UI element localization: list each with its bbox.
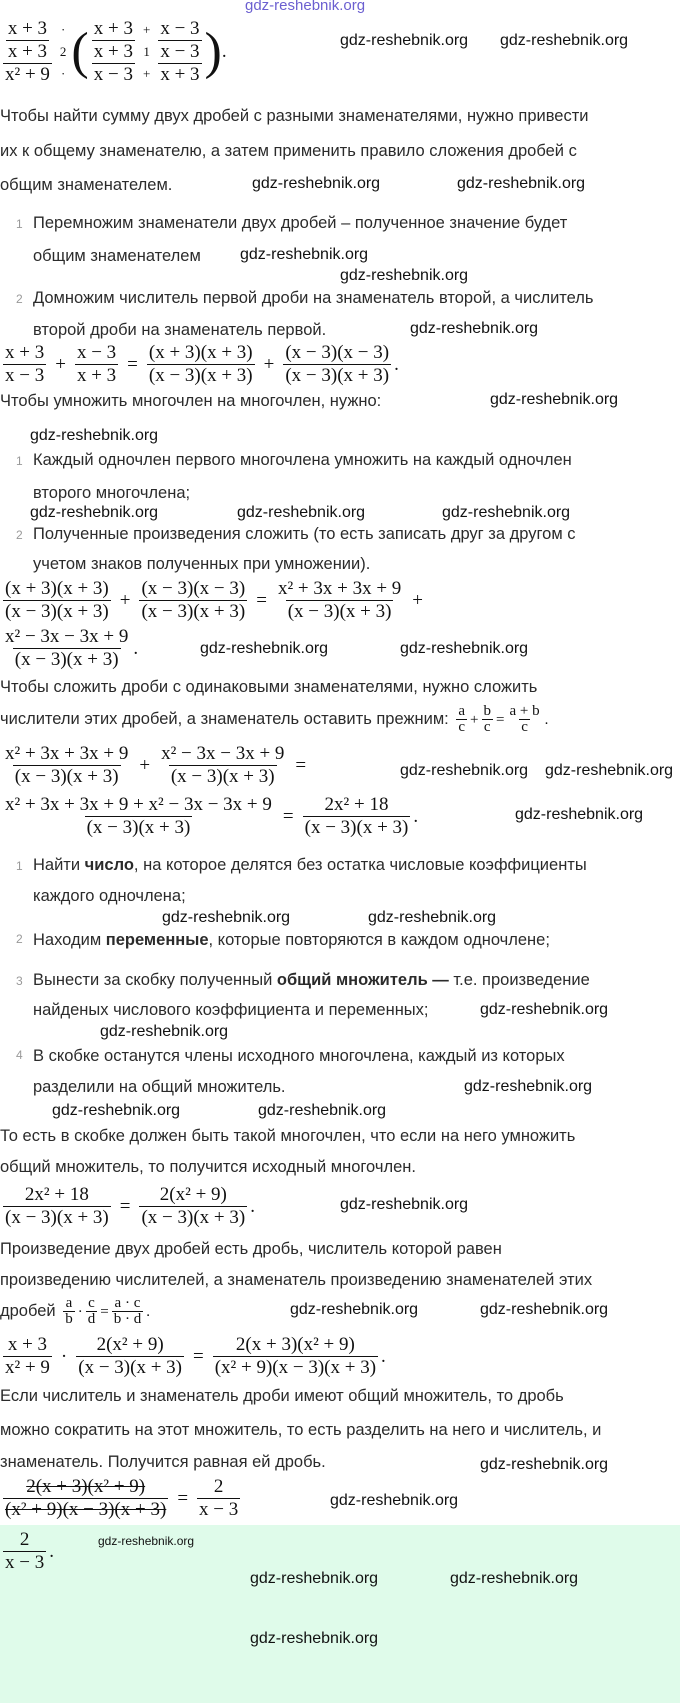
- denominator: (x − 3)(x + 3): [148, 365, 253, 386]
- numerator: x − 3: [160, 41, 200, 62]
- list-number: 2: [16, 932, 23, 946]
- list-item: Домножим числитель первой дроби на знаменатель второй, а числитель: [33, 289, 594, 307]
- denominator: b · d: [113, 1311, 142, 1327]
- numerator: x − 3: [160, 18, 200, 39]
- list-number: 1: [16, 454, 23, 468]
- numerator: (x + 3)(x + 3): [148, 342, 253, 363]
- numerator: a · c: [114, 1295, 141, 1311]
- watermark: gdz-reshebnik.org: [480, 1301, 609, 1318]
- paragraph-line: Чтобы умножить многочлен на многочлен, нужно:: [0, 392, 382, 410]
- watermark: gdz-reshebnik.org: [515, 806, 644, 823]
- numerator: c: [88, 1295, 95, 1311]
- paren-close: ): [204, 23, 222, 80]
- equals: =: [193, 1345, 204, 1367]
- bold-term: общий множитель —: [276, 971, 449, 989]
- paragraph-line: общим знаменателем.: [0, 176, 173, 194]
- numerator: x² − 3x − 3x + 9: [161, 743, 285, 764]
- fraction: [75, 342, 118, 387]
- watermark: gdz-reshebnik.org: [490, 391, 619, 408]
- denominator: x + 3: [76, 365, 117, 386]
- paragraph-line: То есть в скобке должен быть такой многочлен, что если на него умножить: [0, 1127, 576, 1145]
- plus: +: [412, 589, 423, 611]
- watermark: gdz-reshebnik.org: [368, 909, 497, 926]
- garbled-operator: [58, 19, 69, 85]
- text: числители этих дробей, а знаменатель оставить прежним:: [0, 709, 449, 728]
- watermark: gdz-reshebnik.org: [480, 1001, 609, 1018]
- numerator: 2x² + 18: [24, 1184, 89, 1205]
- denominator: (x² + 9)(x − 3)(x + 3): [5, 1499, 167, 1520]
- watermark: gdz-reshebnik.org: [500, 32, 629, 49]
- fraction: [197, 1476, 240, 1521]
- watermark: gdz-reshebnik.org: [400, 640, 529, 657]
- answer: [0, 1529, 54, 1574]
- denominator: c: [521, 719, 528, 735]
- numerator: b: [483, 703, 492, 719]
- fraction: [276, 578, 403, 623]
- fraction: [159, 743, 286, 788]
- text: т.е. произведение: [448, 971, 590, 989]
- watermark: gdz-reshebnik.org: [330, 1492, 459, 1509]
- watermark: gdz-reshebnik.org: [250, 1570, 379, 1587]
- text: , которые повторяются в каждом одночлене;: [208, 931, 550, 949]
- list-number: 4: [16, 1048, 23, 1062]
- denominator: (x − 3)(x + 3): [5, 1207, 109, 1228]
- list-item: [33, 970, 590, 990]
- watermark: gdz-reshebnik.org: [240, 246, 369, 263]
- numerator: x² + 3x + 3x + 9 + x² − 3x − 3x + 9: [5, 794, 272, 815]
- numerator: (x − 3)(x − 3): [141, 578, 246, 599]
- denominator: x − 3: [199, 1499, 239, 1520]
- equation-7: [0, 1476, 243, 1521]
- fraction: [92, 18, 135, 86]
- numerator: x + 3: [5, 342, 45, 363]
- denominator: (x − 3)(x + 3): [5, 601, 109, 622]
- plus: +: [142, 66, 151, 81]
- fraction: [507, 704, 541, 735]
- denominator: c: [458, 719, 466, 735]
- watermark: gdz-reshebnik.org: [30, 427, 159, 444]
- equals: =: [295, 754, 307, 776]
- garbled-operator: [141, 19, 152, 85]
- numerator: 2(x + 3)(x² + 9): [26, 1476, 146, 1497]
- denominator: (x − 3)(x + 3): [287, 601, 392, 622]
- list-item: найденых числового коэффициента и переменных;: [33, 1001, 429, 1019]
- text: Вынести за скобку полученный: [33, 971, 277, 989]
- list-number: 1: [16, 859, 23, 873]
- paragraph-line: Если числитель и знаменатель дроби имеют общий множитель, то дробь: [0, 1387, 564, 1405]
- fraction: [63, 1296, 75, 1327]
- paren-open: (: [71, 23, 89, 80]
- numerator: x + 3: [93, 18, 133, 39]
- numerator: x + 3: [7, 1334, 48, 1355]
- fraction: [3, 18, 52, 86]
- numerator: 2: [213, 1476, 224, 1497]
- list-number: 2: [16, 528, 23, 542]
- fraction: [3, 1334, 52, 1379]
- list-item: второй дроби на знаменатель первой.: [33, 321, 327, 339]
- watermark: gdz-reshebnik.org: [410, 320, 539, 337]
- fraction: [456, 704, 467, 735]
- plus: +: [263, 353, 275, 375]
- watermark: gdz-reshebnik.org: [52, 1102, 181, 1119]
- fraction: [3, 1476, 168, 1521]
- denominator: (x² + 9)(x − 3)(x + 3): [214, 1357, 377, 1378]
- numerator: a + b: [509, 703, 540, 719]
- fraction: [283, 342, 391, 387]
- numerator: a: [65, 1295, 73, 1311]
- denominator: x − 3: [5, 365, 45, 386]
- watermark: gdz-reshebnik.org: [464, 1078, 593, 1095]
- equals: =: [256, 589, 267, 611]
- denominator: (x − 3)(x + 3): [86, 817, 191, 838]
- denominator: x + 3: [160, 64, 200, 85]
- equation-6: $\frac{x + 3}{\text{x² + 9}}$ · $\frac{\text{2(x² + 9)}}{(x - 3)(x + 3)}$ = $\frac{\text{2(x + 3)(x² + 9)}}{\text{(x² + 9)(x − 3)(x + 3)}}$ .: [5, 1334, 386, 1378]
- watermark: gdz-reshebnik.org: [30, 504, 159, 521]
- numerator: a: [458, 703, 466, 719]
- plus: +: [139, 754, 151, 776]
- fraction: [86, 1296, 98, 1327]
- numerator: (x + 3)(x + 3): [5, 578, 109, 599]
- paragraph-line: произведению числителей, а знаменатель произведению знаменателей этих: [0, 1271, 593, 1289]
- rule-formula: $\frac{a}{c}$ + $\frac{b}{c}$ = $\frac{a + b}{c}$ .: [458, 703, 549, 735]
- list-item: учетом знаков полученных при умножении).: [33, 555, 371, 573]
- times: ·: [60, 1345, 68, 1367]
- numerator: 2(x + 3)(x² + 9): [235, 1334, 355, 1355]
- fraction: [213, 1334, 378, 1379]
- list-number: 3: [16, 974, 23, 988]
- watermark: gdz-reshebnik.org: [400, 762, 529, 779]
- denominator: d: [87, 1311, 96, 1327]
- numerator: x² − 3x − 3x + 9: [5, 626, 129, 647]
- text: Найти: [33, 856, 85, 874]
- denominator: (x − 3)(x + 3): [141, 1207, 246, 1228]
- numerator: 2x² + 18: [324, 794, 389, 815]
- fraction: [3, 1529, 46, 1574]
- watermark: gdz-reshebnik.org: [98, 1534, 195, 1548]
- plus: +: [142, 22, 151, 37]
- text: дробей: [0, 1301, 56, 1320]
- watermark: gdz-reshebnik.org: [442, 504, 571, 521]
- numerator: x + 3: [7, 41, 48, 62]
- list-item: каждого одночлена;: [33, 887, 186, 905]
- watermark: gdz-reshebnik.org: [340, 1196, 469, 1213]
- watermark: gdz-reshebnik.org: [545, 762, 674, 779]
- denominator: (x − 3)(x + 3): [14, 766, 119, 787]
- paragraph-line: Чтобы сложить дроби с одинаковыми знаменателями, нужно сложить: [0, 678, 538, 696]
- fraction: [112, 1296, 144, 1327]
- list-item: [33, 855, 587, 875]
- denominator: x − 3: [5, 1552, 45, 1573]
- watermark: gdz-reshebnik.org: [290, 1301, 419, 1318]
- numerator: x² + 3x + 3x + 9: [5, 743, 129, 764]
- fraction: [3, 1184, 111, 1229]
- plus: +: [55, 353, 66, 375]
- paragraph-line: их к общему знаменателю, а затем применить правило сложения дробей с: [0, 142, 577, 160]
- equals: =: [119, 1195, 131, 1217]
- equation-2: $\frac{x + 3}{x - 3}$ + $\frac{x - 3}{x + 3}$ = $\frac{(x + 3)(x + 3)}{(x - 3)(x + 3)}$ + $\frac{(x - 3)(x - 3)}{(x - 3)(x + 3)}$ .: [5, 342, 399, 386]
- fraction: [139, 1184, 247, 1229]
- equals: =: [282, 805, 294, 827]
- list-item: Полученные произведения сложить (то есть записать друг за другом с: [33, 525, 576, 543]
- fraction: [482, 704, 494, 735]
- paragraph-line: общий множитель, то получится исходный многочлен.: [0, 1158, 416, 1176]
- fraction: [3, 578, 111, 623]
- dot: ·: [61, 66, 66, 81]
- watermark: gdz-reshebnik.org: [340, 32, 469, 49]
- denominator: (x − 3)(x + 3): [304, 817, 409, 838]
- equals: =: [177, 1487, 189, 1509]
- answer-box: [0, 1525, 680, 1703]
- equation-4-cont: $\frac{\text{x² + 3x + 3x + 9 + x² − 3x − 3x + 9}}{(x - 3)(x + 3)}$ = $\frac{\text{2x² + 18}}{(x - 3)(x + 3)}$ .: [5, 794, 419, 838]
- numerator: (x − 3)(x − 3): [285, 342, 390, 363]
- plus: +: [119, 589, 131, 611]
- fraction: [76, 1334, 184, 1379]
- denominator: x − 3: [93, 64, 133, 85]
- list-item: второго многочлена;: [33, 484, 191, 502]
- rule-formula: $\frac{a}{b}$ · $\frac{c}{d}$ = $\frac{a \cdot c}{b \cdot d}$ .: [65, 1295, 150, 1327]
- numerator: x + 3: [93, 41, 133, 62]
- paragraph-line: Чтобы найти сумму двух дробей с разными знаменателями, нужно привести: [0, 107, 589, 125]
- watermark: gdz-reshebnik.org: [450, 1570, 579, 1587]
- fraction: [303, 794, 411, 839]
- list-item: [33, 930, 550, 950]
- digit: 1: [143, 44, 150, 59]
- list-number: 1: [16, 217, 23, 231]
- bold-term: число: [84, 856, 134, 874]
- dot: ·: [61, 22, 66, 37]
- denominator: (x − 3)(x + 3): [170, 766, 275, 787]
- numerator: x² + 3x + 3x + 9: [277, 578, 402, 599]
- period: .: [49, 1540, 54, 1562]
- watermark: gdz-reshebnik.org: [250, 1630, 379, 1647]
- list-item: общим знаменателем: [33, 247, 201, 265]
- watermark: gdz-reshebnik.org: [480, 1456, 609, 1473]
- list-item: Каждый одночлен первого многочлена умножить на каждый одночлен: [33, 451, 572, 469]
- fraction: [3, 794, 274, 839]
- paragraph-line: [0, 704, 548, 735]
- equals: =: [127, 353, 138, 375]
- paragraph-line: знаменатель. Получится равная ей дробь.: [0, 1453, 326, 1471]
- equation-4: [0, 743, 312, 788]
- period: .: [221, 41, 227, 62]
- text: , на которое делятся без остатка числовые коэффициенты: [133, 856, 587, 874]
- equation-5: $\frac{\text{2x² + 18}}{(x - 3)(x + 3)}$ = $\frac{\text{2(x² + 9)}}{(x - 3)(x + 3)}$ .: [5, 1184, 255, 1228]
- watermark: gdz-reshebnik.org: [457, 175, 586, 192]
- numerator: 2: [19, 1529, 30, 1550]
- digit: 2: [59, 44, 67, 59]
- numerator: x − 3: [76, 342, 117, 363]
- equation-3: [0, 578, 429, 623]
- watermark: gdz-reshebnik.org: [100, 1023, 229, 1040]
- denominator: c: [483, 719, 491, 735]
- fraction: [3, 743, 130, 788]
- numerator: 2(x² + 9): [159, 1184, 227, 1205]
- list-number: 2: [16, 292, 23, 306]
- numerator: 2(x² + 9): [96, 1334, 164, 1355]
- fraction: [158, 18, 201, 86]
- denominator: (x − 3)(x + 3): [141, 601, 246, 622]
- paragraph-line: можно сократить на этот множитель, то есть разделить на него и числитель, и: [0, 1421, 602, 1439]
- watermark: gdz-reshebnik.org: [245, 0, 366, 14]
- denominator: (x − 3)(x + 3): [78, 1357, 182, 1378]
- watermark: gdz-reshebnik.org: [200, 640, 329, 657]
- fraction: [3, 342, 46, 387]
- numerator: x + 3: [7, 18, 48, 39]
- denominator: b: [65, 1311, 73, 1327]
- equation-3-cont: $\frac{\text{x² − 3x − 3x + 9}}{(x - 3)(x + 3)}$ .: [5, 626, 139, 670]
- watermark: gdz-reshebnik.org: [162, 909, 291, 926]
- paragraph-line: Произведение двух дробей есть дробь, числитель которой равен: [0, 1240, 502, 1258]
- fraction: [3, 626, 130, 671]
- bold-term: переменные: [105, 931, 209, 949]
- denominator: x² + 9: [5, 1357, 50, 1378]
- watermark: gdz-reshebnik.org: [258, 1102, 387, 1119]
- fraction: [139, 578, 247, 623]
- watermark: gdz-reshebnik.org: [252, 175, 381, 192]
- denominator: (x − 3)(x + 3): [14, 649, 119, 670]
- expression-1: [0, 18, 227, 86]
- watermark: gdz-reshebnik.org: [340, 267, 469, 284]
- list-item: В скобке останутся члены исходного многочлена, каждый из которых: [33, 1047, 565, 1065]
- fraction: [147, 342, 255, 387]
- denominator: (x − 3)(x + 3): [285, 365, 390, 386]
- denominator: x² + 9: [5, 64, 50, 85]
- paragraph-line: [0, 1296, 150, 1327]
- text: Находим: [33, 931, 106, 949]
- watermark: gdz-reshebnik.org: [237, 504, 366, 521]
- list-item: разделили на общий множитель.: [33, 1078, 286, 1096]
- list-item: Перемножим знаменатели двух дробей – полученное значение будет: [33, 214, 568, 232]
